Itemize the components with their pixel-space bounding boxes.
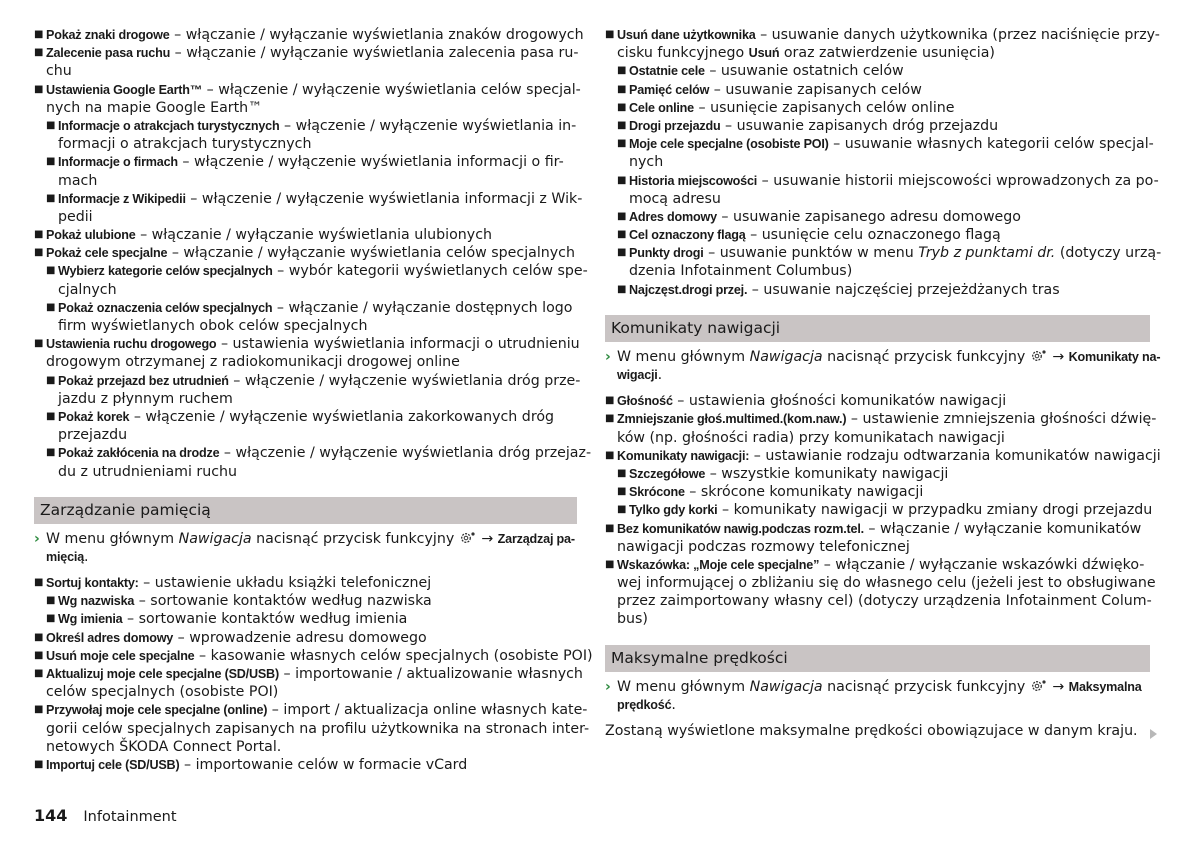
bullet-icon: ■	[605, 558, 615, 570]
list-item	[605, 501, 1153, 519]
bullet-icon: ■	[34, 229, 44, 241]
list-item	[605, 208, 1150, 226]
spacer	[605, 384, 1150, 392]
text-segment: – komunikaty nawigacji w przypadku zmiany drogi przejazdu	[717, 502, 1153, 519]
menu-term: Wybierz kategorie celów specjalnych	[58, 264, 273, 279]
list-item-continuation	[34, 738, 577, 756]
list-item-continuation	[605, 538, 1150, 556]
list-item	[605, 26, 1160, 44]
list-item	[605, 172, 1159, 190]
menu-term: wigacji	[617, 368, 658, 382]
text-segment: nacisnąć przycisk funkcyjny	[822, 678, 1030, 695]
menu-term: Usuń moje cele specjalne	[46, 648, 195, 663]
text-segment: – włączanie / wyłączanie wyświetlania celów specjalnych	[167, 245, 575, 262]
list-item	[605, 556, 1150, 574]
list-item	[34, 701, 588, 719]
list-item	[605, 465, 1150, 483]
menu-term: Aktualizuj moje cele specjalne (SD/USB)	[46, 667, 279, 681]
bullet-icon: ■	[34, 577, 44, 589]
text-segment: – usuwanie historii miejscowości wprowadzonych za po-	[757, 172, 1159, 189]
list-item-continuation	[605, 574, 1156, 592]
menu-term: Pokaż ulubione	[46, 228, 136, 243]
menu-term: Pokaż przejazd bez utrudnień	[58, 373, 229, 388]
text-segment: – usuwanie własnych kategorii celów specjal-	[828, 136, 1154, 153]
text-segment: cjalnych	[58, 281, 117, 298]
text-segment: pedii	[58, 208, 93, 225]
text-segment: →	[476, 530, 498, 547]
text-segment: – usuwanie punktów w menu	[703, 245, 919, 262]
menu-term: Najczęst.drogi przej.	[629, 282, 748, 297]
text-segment: – usuwanie ostatnich celów	[704, 63, 904, 80]
text-segment: chu	[46, 63, 72, 80]
menu-term: prędkość	[617, 697, 672, 712]
bullet-icon: ■	[34, 29, 44, 40]
menu-term: Wg nazwiska	[58, 594, 135, 609]
text-segment: – włączenie / wyłączenie wyświetlania in-	[279, 117, 577, 134]
menu-path: Nawigacja	[749, 348, 823, 365]
text-segment: W menu głównym	[46, 530, 179, 547]
list-item	[34, 81, 581, 99]
list-item-continuation	[34, 172, 577, 190]
list-item	[34, 756, 577, 774]
text-segment: wej informującej o zbliżaniu się do własnego celu (jeżeli jest to obsługiwane	[617, 575, 1156, 592]
menu-term: Cele online	[629, 100, 694, 115]
text-segment: – wybór kategorii wyświetlanych celów spe-	[272, 263, 588, 280]
instruction-line	[605, 678, 1150, 696]
list-item	[34, 372, 581, 390]
text-segment: – włączanie / wyłączanie wyświetlania znaków drogowych	[169, 27, 584, 43]
list-item	[34, 629, 577, 647]
gear-icon	[1030, 679, 1048, 693]
menu-term: Skrócone	[629, 485, 685, 500]
section-heading: Komunikaty nawigacji	[605, 315, 1150, 342]
section-heading: Zarządzanie pamięcią	[34, 497, 577, 524]
text-segment: Zostaną wyświetlone maksymalne prędkości obowiązujace w danym kraju.	[605, 723, 1138, 739]
bullet-icon: ■	[34, 631, 44, 643]
bullet-icon: ■	[617, 210, 627, 222]
list-item-continuation	[34, 62, 577, 80]
list-item	[34, 26, 584, 44]
instruction-line	[605, 348, 1161, 366]
list-item-continuation	[34, 353, 577, 371]
list-item	[605, 520, 1150, 538]
text-segment: mach	[58, 172, 98, 189]
list-item-continuation	[605, 592, 1150, 610]
menu-term: Wg imienia	[58, 612, 123, 627]
list-item-continuation	[34, 463, 577, 481]
text-segment: .	[657, 367, 663, 383]
list-item-continuation	[605, 262, 1150, 280]
list-item	[34, 647, 593, 665]
list-item	[34, 408, 577, 426]
text-segment: – kasowanie własnych celów specjalnych (osobiste POI)	[194, 647, 593, 664]
menu-term: Cel oznaczony flagą	[629, 228, 746, 243]
text-segment: – usuwanie danych użytkownika (przez naciśnięcie przy-	[755, 27, 1160, 43]
instruction-line	[34, 530, 577, 548]
list-item	[34, 665, 583, 683]
list-item	[605, 410, 1157, 428]
spacer	[605, 299, 1150, 315]
menu-term: Tylko gdy korki	[629, 503, 718, 518]
text-segment: dzenia Infotainment Columbus)	[629, 263, 853, 280]
menu-term: Usuń	[748, 46, 780, 61]
text-segment: – włączanie / wyłączanie wyświetlania zalecenia pasa ru-	[170, 45, 579, 62]
text-segment: – importowanie celów w formacie vCard	[179, 756, 468, 773]
text-segment: du z utrudnieniami ruchu	[58, 463, 238, 480]
bullet-icon: ■	[617, 504, 627, 516]
list-item-continuation	[34, 683, 577, 701]
bullet-icon: ■	[605, 29, 615, 40]
menu-path: Nawigacja	[749, 678, 823, 695]
arrow-icon: ›	[605, 348, 611, 365]
list-item-continuation	[605, 190, 1150, 208]
text-segment: firm wyświetlanych obok celów specjalnych	[58, 318, 368, 334]
bullet-icon: ■	[617, 467, 627, 479]
bullet-icon: ■	[46, 374, 56, 386]
bullet-icon: ■	[605, 395, 615, 407]
list-item-continuation	[34, 208, 577, 226]
list-item	[34, 335, 580, 353]
menu-term: Sortuj kontakty:	[46, 576, 139, 591]
text-segment: – usuwanie najczęściej przejeżdżanych tras	[747, 281, 1060, 298]
bullet-icon: ■	[46, 410, 56, 422]
bullet-icon: ■	[46, 192, 56, 204]
list-item-continuation	[34, 135, 577, 153]
menu-term: Pokaż zakłócenia na drodze	[58, 446, 220, 461]
right-column	[605, 26, 1162, 740]
bullet-icon: ■	[34, 649, 44, 661]
bullet-icon: ■	[34, 338, 44, 350]
menu-term: Punkty drogi	[629, 246, 704, 261]
list-item-continuation	[34, 390, 577, 408]
section-heading: Maksymalne prędkości	[605, 645, 1150, 672]
menu-term: Pokaż oznaczenia celów specjalnych	[58, 300, 273, 315]
text-segment: – włączenie / wyłączenie wyświetlania informacji o fir-	[177, 154, 564, 171]
list-item-continuation	[605, 44, 1150, 62]
spacer	[605, 714, 1150, 722]
text-segment: .	[671, 696, 676, 713]
list-item-continuation	[605, 366, 1150, 384]
list-item	[34, 262, 588, 280]
menu-term: Wskazówka: „Moje cele specjalne”	[617, 557, 820, 572]
text-segment: – importowanie / aktualizowanie własnych	[278, 666, 583, 682]
text-segment: przez zaimportowany własny cel) (dotyczy urządzenia Infotainment Colum-	[617, 593, 1152, 610]
text-segment: – ustawienie układu książki telefonicznej	[138, 575, 432, 592]
list-item-continuation	[34, 99, 577, 117]
list-item-continuation	[605, 696, 1150, 714]
text-segment: drogowym otrzymanej z radiokomunikacji drogowej online	[46, 354, 460, 371]
menu-term: Drogi przejazdu	[629, 118, 721, 133]
bullet-icon: ■	[34, 668, 44, 679]
list-item	[34, 444, 592, 462]
menu-term: Informacje z Wikipedii	[58, 191, 186, 206]
text-segment: – usuwanie zapisanych celów	[709, 81, 922, 98]
menu-term: Bez komunikatów nawig.podczas rozm.tel.	[617, 521, 864, 536]
text-segment: formacji o atrakcjach turystycznych	[58, 136, 312, 153]
menu-term: Ostatnie cele	[629, 64, 705, 79]
menu-term: Zarządzaj pa-	[497, 531, 575, 546]
list-item	[605, 244, 1162, 262]
menu-term: Pokaż cele specjalne	[46, 246, 168, 261]
text-segment: W menu głównym	[617, 678, 750, 695]
list-item-continuation	[605, 429, 1150, 447]
text-segment: – włączenie / wyłączenie wyświetlania informacji z Wik-	[185, 190, 583, 207]
text-segment: – włączanie / wyłączanie wyświetlania ulubionych	[135, 227, 492, 244]
page-footer	[34, 806, 177, 826]
continue-triangle-icon	[1150, 729, 1157, 739]
arrow-icon: ›	[605, 678, 611, 695]
text-segment: →	[1047, 678, 1069, 695]
list-item	[605, 81, 1150, 99]
text-segment: – ustawienia głośności komunikatów nawigacji	[672, 393, 1007, 410]
menu-path: Nawigacja	[178, 530, 252, 547]
list-item-continuation	[34, 281, 577, 299]
arrow-icon: ›	[34, 530, 40, 547]
menu-term: mięcią	[46, 549, 85, 564]
list-item-continuation	[605, 610, 1150, 628]
section-name: Infotainment	[83, 809, 177, 825]
bullet-icon: ■	[46, 119, 56, 131]
menu-term: Zalecenie pasa ruchu	[46, 46, 171, 61]
text-segment: – sortowanie kontaktów według nazwiska	[134, 593, 432, 610]
text-segment: nawigacji podczas rozmowy telefonicznej	[617, 538, 910, 555]
bullet-icon: ■	[34, 47, 44, 59]
text-segment: przejazdu	[58, 427, 128, 444]
menu-term: Przywołaj moje cele specjalne (online)	[46, 703, 268, 718]
bullet-icon: ■	[605, 449, 615, 461]
text-segment: – skrócone komunikaty nawigacji	[684, 484, 924, 501]
list-item	[34, 244, 577, 262]
text-segment: – włączanie / wyłączanie wskazówki dźwięko-	[819, 556, 1145, 573]
text-segment: cisku funkcyjnego	[617, 45, 749, 62]
bullet-icon: ■	[617, 65, 627, 77]
list-item	[605, 281, 1150, 299]
text-segment: – import / aktualizacja online własnych kate-	[267, 702, 588, 719]
text-segment: bus)	[617, 611, 648, 628]
list-item	[605, 226, 1150, 244]
menu-term: Określ adres domowy	[46, 630, 174, 645]
text-segment: oraz zatwierdzenie usunięcia)	[779, 45, 995, 62]
text-segment: nych na mapie Google Earth™	[46, 99, 263, 116]
bullet-icon: ■	[617, 174, 627, 186]
bullet-icon: ■	[617, 229, 627, 241]
bullet-icon: ■	[617, 283, 627, 295]
bullet-icon: ■	[34, 247, 44, 259]
text-segment: – włączenie / wyłączenie wyświetlania celów specjal-	[202, 81, 581, 98]
text-segment: ków (np. głośności radia) przy komunikatach nawigacji	[617, 429, 1005, 446]
menu-term: Ustawienia ruchu drogowego	[46, 337, 217, 352]
bullet-icon: ■	[617, 247, 627, 259]
text-segment: jazdu z płynnym ruchem	[58, 390, 233, 407]
menu-term: Pamięć celów	[629, 82, 710, 97]
text-segment: – ustawienia wyświetlania informacji o utrudnieniu	[216, 336, 580, 353]
list-item	[34, 190, 583, 208]
text-segment: – włączanie / wyłączanie komunikatów	[863, 520, 1142, 537]
bullet-icon: ■	[34, 83, 44, 95]
list-item	[605, 99, 1150, 117]
text-segment: nacisnąć przycisk funkcyjny	[251, 530, 459, 547]
bullet-icon: ■	[46, 613, 56, 625]
menu-term: Maksymalna	[1068, 679, 1142, 694]
text-segment: – włączanie / wyłączanie dostępnych logo	[272, 299, 573, 316]
menu-term: Historia miejscowości	[629, 173, 758, 188]
bullet-icon: ■	[605, 413, 615, 425]
menu-term: Importuj cele (SD/USB)	[46, 757, 180, 772]
bullet-icon: ■	[617, 486, 627, 498]
menu-term: Adres domowy	[629, 209, 717, 224]
text-segment: gorii celów specjalnych zapisanych na profilu użytkownika na stronach inter-	[46, 720, 590, 737]
text-segment: – usunięcie zapisanych celów online	[693, 99, 955, 116]
list-item-continuation	[34, 720, 590, 738]
page-number: 144	[34, 806, 68, 825]
bullet-icon: ■	[617, 83, 627, 95]
menu-path: Tryb z punktami dr.	[918, 245, 1056, 262]
list-item	[605, 447, 1161, 465]
menu-term: Informacje o firmach	[58, 155, 178, 170]
text-segment: – włączenie / wyłączenie wyświetlania dróg przejaz-	[219, 445, 592, 462]
text-segment: celów specjalnych (osobiste POI)	[46, 684, 279, 701]
list-item-continuation	[34, 317, 577, 335]
list-item	[34, 574, 577, 592]
list-item	[34, 153, 577, 171]
list-item	[605, 117, 1150, 135]
menu-term: Szczegółowe	[629, 466, 706, 481]
text-segment: W menu głównym	[617, 348, 750, 365]
list-item	[34, 610, 577, 628]
bullet-icon: ■	[617, 119, 627, 131]
menu-term: Informacje o atrakcjach turystycznych	[58, 118, 280, 133]
text-segment: →	[1047, 348, 1069, 365]
spacer	[34, 481, 577, 497]
list-item	[605, 62, 1150, 80]
text-segment: – włączenie / wyłączenie wyświetlania dróg prze-	[228, 372, 581, 389]
menu-term: Pokaż korek	[58, 409, 130, 424]
menu-term: Komunikaty na-	[1068, 349, 1161, 364]
text-segment: – usuwanie zapisanego adresu domowego	[716, 208, 1021, 225]
text-segment: – ustawienie zmniejszenia głośności dźwię-	[846, 411, 1157, 428]
left-column	[34, 26, 593, 774]
bullet-icon: ■	[617, 138, 627, 150]
menu-term: Moje cele specjalne (osobiste POI)	[629, 137, 829, 152]
list-item	[605, 392, 1150, 410]
menu-term: Usuń dane użytkownika	[617, 28, 756, 42]
bullet-icon: ■	[34, 704, 44, 716]
text-segment: – wszystkie komunikaty nawigacji	[705, 465, 949, 482]
text-segment: – usunięcie celu oznaczonego flagą	[745, 227, 1001, 244]
list-item	[34, 44, 577, 62]
list-item	[34, 226, 577, 244]
list-item	[605, 135, 1154, 153]
menu-term: Ustawienia Google Earth™	[46, 82, 203, 97]
bullet-icon: ■	[46, 447, 56, 459]
text-segment: – ustawianie rodzaju odtwarzania komunikatów nawigacji	[749, 447, 1161, 464]
list-item-continuation	[34, 548, 577, 566]
spacer	[34, 566, 577, 574]
gear-icon	[459, 531, 477, 545]
list-item	[34, 299, 577, 317]
text-segment: – wprowadzenie adresu domowego	[173, 629, 427, 646]
menu-term: Komunikaty nawigacji:	[617, 448, 750, 463]
menu-term: Zmniejszanie głoś.multimed.(kom.naw.)	[617, 412, 847, 427]
text-segment: nacisnąć przycisk funkcyjny	[822, 348, 1030, 365]
bullet-icon: ■	[605, 522, 615, 534]
text-segment: netowych ŠKODA Connect Portal.	[46, 738, 282, 755]
menu-term: Głośność	[617, 394, 673, 409]
bullet-icon: ■	[34, 758, 44, 770]
list-item	[605, 483, 1150, 501]
bullet-icon: ■	[46, 301, 56, 313]
list-item-continuation	[34, 426, 577, 444]
text-segment: .	[84, 548, 89, 565]
spacer	[605, 629, 1150, 645]
bullet-icon: ■	[46, 265, 56, 277]
bullet-icon: ■	[617, 101, 627, 113]
text-segment: – sortowanie kontaktów według imienia	[122, 611, 408, 628]
list-item	[34, 592, 577, 610]
text-segment: – włączenie / wyłączenie wyświetlania zakorkowanych dróg	[129, 408, 555, 425]
bullet-icon: ■	[46, 156, 56, 168]
paragraph	[605, 722, 1150, 740]
menu-term: Pokaż znaki drogowe	[46, 28, 170, 42]
list-item	[34, 117, 577, 135]
text-segment: mocą adresu	[629, 190, 721, 207]
gear-icon	[1030, 349, 1048, 363]
text-segment: nych	[629, 154, 664, 171]
bullet-icon: ■	[46, 595, 56, 607]
text-segment: – usuwanie zapisanych dróg przejazdu	[720, 117, 999, 134]
list-item-continuation	[605, 153, 1150, 171]
text-segment: (dotyczy urzą-	[1055, 245, 1162, 262]
